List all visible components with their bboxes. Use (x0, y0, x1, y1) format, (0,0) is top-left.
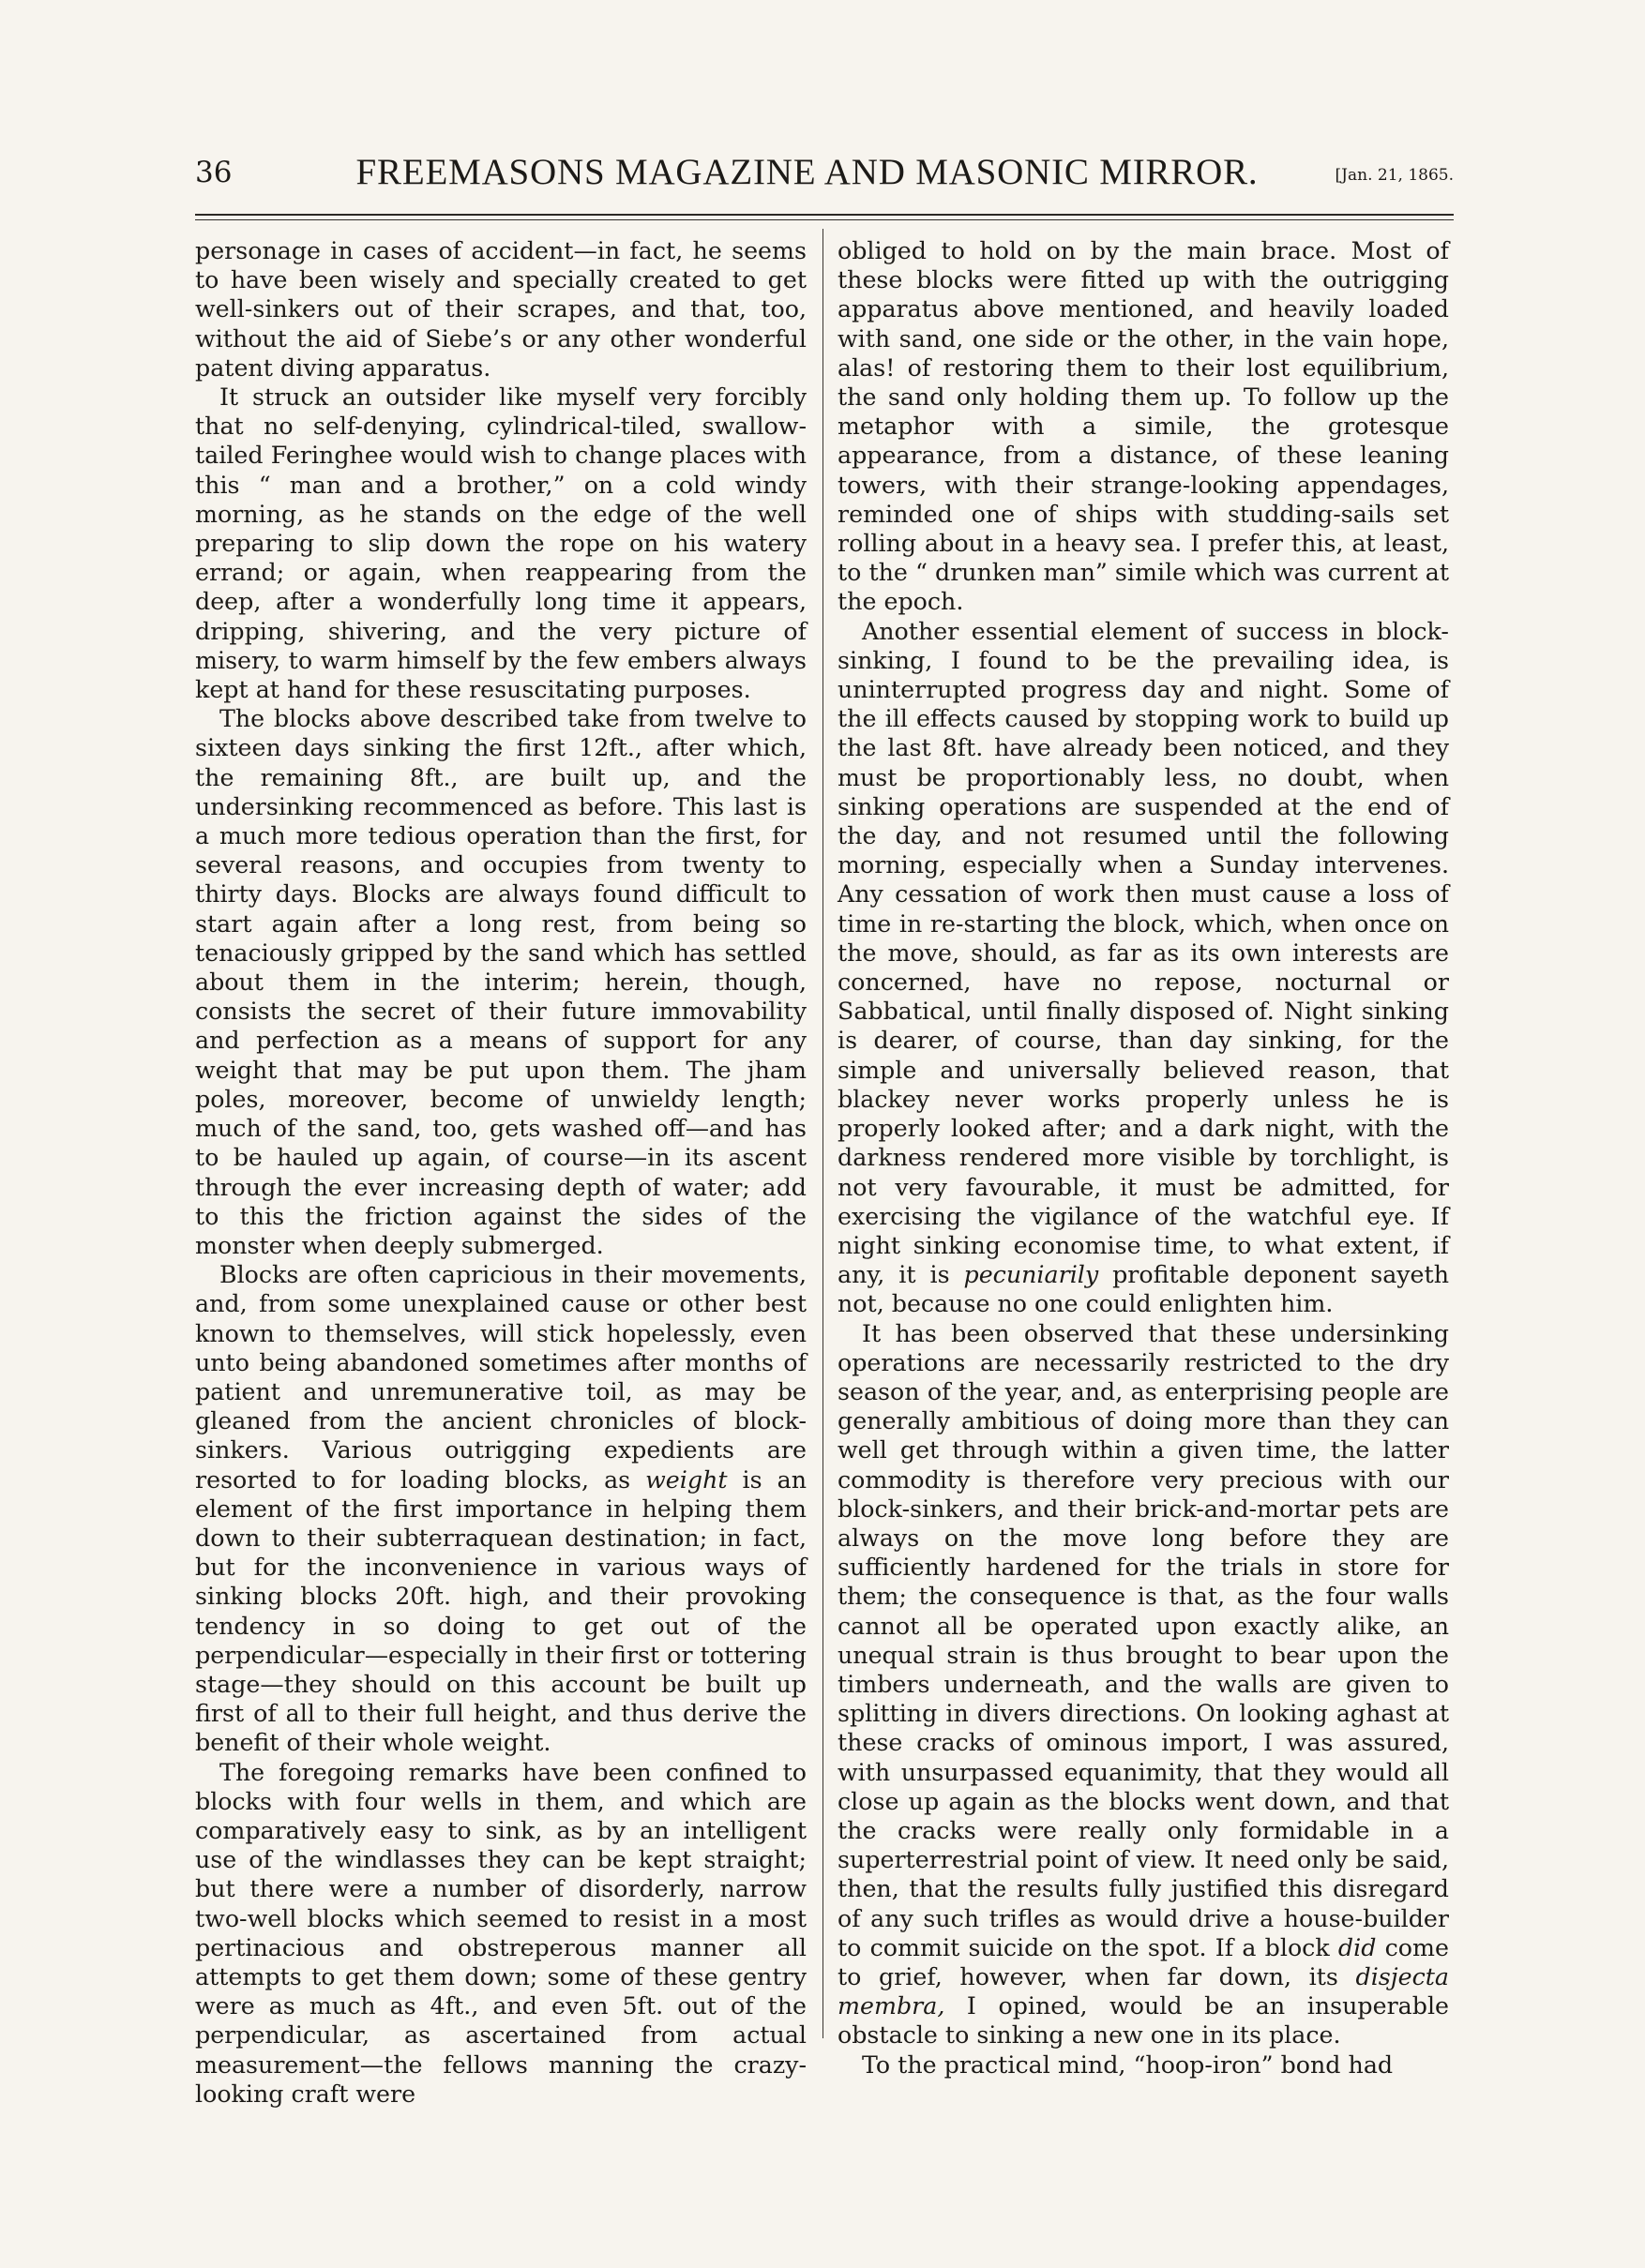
header-rule (195, 214, 1454, 216)
text-run: come to grief, however, when far down, its (838, 1933, 1449, 1990)
text-column-right (838, 236, 1449, 2079)
running-title: FREEMASONS MAGAZINE AND MASONIC MIRROR. (355, 152, 1259, 192)
paragraph (195, 1260, 807, 1757)
italic-text: weight (645, 1465, 728, 1494)
header-rule-thin (195, 219, 1454, 220)
text-run: personage in cases of accident—in fact, he seems to have been wisely and specially created to get well-sinkers out of their scrapes, and that, too, without the aid of Siebe’s or any other wonderful patent diving apparatus. (195, 237, 807, 382)
paragraph (838, 1319, 1449, 2050)
text-run: The blocks above described take from twelve to sixteen days sinking the first 12ft., after which, the remaining 8ft., are built up, and the undersinking recommenced as before. This last is a much more tedious operation than the first, for several reasons, and occupies from twenty to thirty days. Blocks are always found difficult to start again after a long rest, from being so tenaciously gripped by the sand which has settled about them in the interim; herein, though, consists the secret of their future immovability and perfection as a means of support for any weight that may be put upon them. The jham poles, moreover, become of unwieldy length; much of the sand, too, gets washed off—and has to be hauled up again, of course—in its ascent through the ever increasing depth of water; add to this the friction against the sides of the monster when deeply submerged. (195, 705, 807, 1259)
text-run: I opined, would be an insuperable obstacle to sinking a new one in its place. (838, 1992, 1449, 2050)
text-run: It has been observed that these undersinking operations are necessarily restricted to the dry season of the year, and, as enterprising people are generally ambitious of doing more than they can well get through within a given time, the latter commodity is therefore very precious with our block-sinkers, and their brick-and-mortar pets are always on the move long before they are sufficiently hardened for the trials in store for them; the consequence is that, as the four walls cannot all be operated upon exactly alike, an unequal strain is thus brought to bear upon the timbers underneath, and the walls are given to splitting in divers directions. On looking aghast at these cracks of ominous import, I was assured, with unsurpassed equanimity, that they would all close up again as the blocks went down, and that the cracks were really only formidable in a superterrestrial point of view. It need only be said, then, that the results fully justified this disregard of any such trifles as would drive a house-builder to commit suicide on the spot. If a block (838, 1319, 1449, 1961)
paragraph (838, 617, 1449, 1319)
page-number: 36 (195, 156, 233, 189)
text-run: It struck an outsider like myself very forcibly that no self-denying, cylindrical-tiled, swallow-tailed Feringhee would wish to change places with this “ man and a brother,” on a cold windy morning, as he stands on the edge of the well preparing to slip down the rope on his watery errand; or again, when reappearing from the deep, after a wonderfully long time it appears, dripping, shivering, and the very picture of misery, to warm himself by the few embers always kept at hand for these resuscitating purposes. (195, 383, 807, 704)
page-header (195, 150, 1454, 197)
column-divider (822, 229, 823, 2038)
text-run: The foregoing remarks have been confined to blocks with four wells in them, and which are comparatively easy to sink, as by an intelligent use of the windlasses they can be kept straight; but there were a number of disorderly, narrow two-well blocks which seemed to resist in a most pertinacious and obstreperous manner all attempts to get them down; some of these gentry were as much as 4ft., and even 5ft. out of the perpendicular, as ascertained from actual measurement—the fellows manning the crazy-looking craft were (195, 1758, 807, 2108)
issue-date: [Jan. 21, 1865. (1335, 166, 1454, 185)
text-column-left (195, 236, 807, 2108)
italic-text: did (1337, 1933, 1377, 1961)
text-run: To the practical mind, “hoop-iron” bond had (862, 2050, 1394, 2079)
paragraph (195, 704, 807, 1260)
paragraph (195, 383, 807, 704)
italic-text: pecuniarily (963, 1261, 1099, 1289)
italic-text: disjecta membra, (838, 1962, 1449, 2020)
text-run: profitable deponent sayeth not, because no one could enlighten him. (838, 1261, 1449, 1318)
paragraph (195, 236, 807, 383)
text-run: Another essential element of success in block-sinking, I found to be the prevailing idea, is uninterrupted progress day and night. Some of the ill effects caused by stopping work to build up the last 8ft. have already been noticed, and they must be proportionably less, no doubt, when sinking operations are suspended at the end of the day, and not resumed until the following morning, especially when a Sunday intervenes. Any cessation of work then must cause a loss of time in re-starting the block, which, when once on the move, should, as far as its own interests are concerned, have no repose, nocturnal or Sabbatical, until finally disposed of. Night sinking is dearer, of course, than day sinking, for the simple and universally believed reason, that blackey never works properly unless he is properly looked after; and a dark night, with the darkness rendered more visible by torchlight, is not very favourable, it must be admitted, for exercising the vigilance of the watchful eye. If night sinking economise time, to what extent, if any, it is (838, 617, 1449, 1289)
paragraph (195, 1758, 807, 2109)
paragraph (838, 2050, 1449, 2080)
paragraph (838, 236, 1449, 617)
text-run: is an element of the first importance in helping them down to their subterraquean destination; in fact, but for the inconvenience in various ways of sinking blocks 20ft. high, and their provoking tendency in so doing to get out of the perpendicular—especially in their first or tottering stage—they should on this account be built up first of all to their full height, and thus derive the benefit of their whole weight. (195, 1465, 807, 1757)
text-run: obliged to hold on by the main brace. Most of these blocks were fitted up with the outrigging apparatus above mentioned, and heavily loaded with sand, one side or the other, in the vain hope, alas! of restoring them to their lost equilibrium, the sand only holding them up. To follow up the metaphor with a simile, the grotesque appearance, from a distance, of these leaning towers, with their strange-looking appendages, reminded one of ships with studding-sails set rolling about in a heavy sea. I prefer this, at least, to the “ drunken man” simile which was current at the epoch. (838, 237, 1449, 616)
text-run: Blocks are often capricious in their movements, and, from some unexplained cause or other best known to themselves, will stick hopelessly, even unto being abandoned sometimes after months of patient and unremunerative toil, as may be gleaned from the ancient chronicles of block-sinkers. Various outrigging expedients are resorted to for loading blocks, as (195, 1261, 807, 1494)
